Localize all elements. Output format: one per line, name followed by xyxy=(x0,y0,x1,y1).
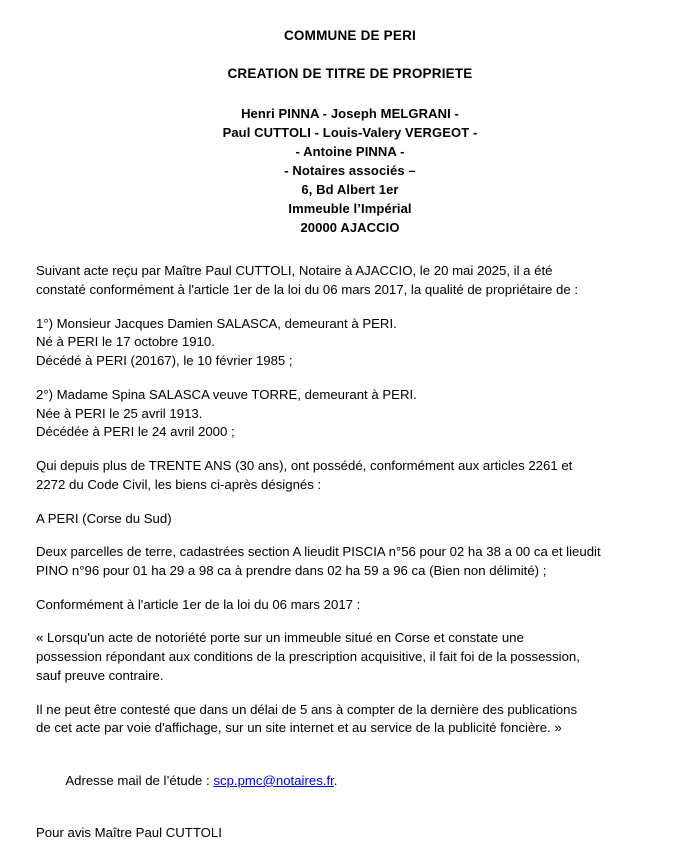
owner-2-identity: 2°) Madame Spina SALASCA veuve TORRE, demeurant à PERI. xyxy=(36,386,417,402)
notary-firm-block xyxy=(0,105,700,238)
legal-quote-second-line-2: de cet acte par voie d'affichage, sur un site internet et au service de la publicité foncière. » xyxy=(36,720,562,736)
firm-partners-line-1: Henri PINNA - Joseph MELGRANI - xyxy=(241,106,459,122)
owner-1-identity: 1°) Monsieur Jacques Damien SALASCA, demeurant à PERI. xyxy=(36,315,397,331)
legal-quote-second-line-1: Il ne peut être contesté que dans un délai de 5 ans à compter de la dernière des publications xyxy=(36,701,578,717)
legal-quote-first-line-2: possession répondant aux conditions de la prescription acquisitive, il fait foi de la possession, xyxy=(36,649,580,665)
email-suffix: . xyxy=(333,772,338,788)
parcels-line-2: PINO n°96 pour 01 ha 29 a 98 ca à prendre dans 02 ha 59 a 96 ca (Bien non délimité) ; xyxy=(36,562,547,578)
signature-text: Pour avis Maître Paul CUTTOLI xyxy=(36,825,222,841)
page-title: COMMUNE DE PERI xyxy=(283,28,416,43)
email-line xyxy=(36,753,668,809)
owner-2-death: Décédée à PERI le 24 avril 2000 ; xyxy=(36,424,235,440)
law-reference-paragraph xyxy=(36,596,668,615)
legal-quote-first xyxy=(36,629,668,685)
firm-address-street: 6, Bd Albert 1er xyxy=(301,182,399,198)
intro-line-2: constaté conformément à l'article 1er de la loi du 06 mars 2017, la qualité de propriétaire de : xyxy=(36,281,579,297)
possession-line-2: 2272 du Code Civil, les biens ci-après désignés : xyxy=(36,476,322,492)
owner-1-birth: Né à PERI le 17 octobre 1910. xyxy=(36,334,215,350)
legal-quote-second xyxy=(36,701,668,738)
owner-entry-1 xyxy=(36,315,668,371)
intro-paragraph xyxy=(36,262,668,299)
email-address-link[interactable]: scp.pmc@notaires.fr xyxy=(213,772,334,788)
firm-partners-line-2: Paul CUTTOLI - Louis-Valery VERGEOT - xyxy=(222,125,478,141)
parcels-line-1: Deux parcelles de terre, cadastrées section A lieudit PISCIA n°56 pour 02 ha 38 a 00 ca et lieudit xyxy=(36,544,601,560)
owner-1-death: Décédé à PERI (20167), le 10 février 1985 ; xyxy=(36,353,293,369)
email-paragraph xyxy=(36,753,668,809)
property-location-text: A PERI (Corse du Sud) xyxy=(36,510,172,526)
law-reference-text: Conformément à l'article 1er de la loi du 06 mars 2017 : xyxy=(36,596,361,612)
legal-quote-first-line-3: sauf preuve contraire. xyxy=(36,667,164,683)
signature-paragraph xyxy=(36,824,668,843)
property-location xyxy=(36,510,668,529)
document-body xyxy=(0,262,700,843)
document-header xyxy=(0,0,700,238)
document-subtitle: CREATION DE TITRE DE PROPRIETE xyxy=(227,66,473,82)
firm-address-building: Immeuble l’Impérial xyxy=(288,201,412,217)
possession-line-1: Qui depuis plus de TRENTE ANS (30 ans), ont possédé, conformément aux articles 2261 et xyxy=(36,458,573,474)
parcels-paragraph xyxy=(36,543,668,580)
firm-status-line: - Notaires associés – xyxy=(284,163,416,179)
owner-2-birth: Née à PERI le 25 avril 1913. xyxy=(36,405,203,421)
email-label: Adresse mail de l’étude : xyxy=(65,772,214,788)
intro-line-1: Suivant acte reçu par Maître Paul CUTTOLI, Notaire à AJACCIO, le 20 mai 2025, il a été xyxy=(36,263,553,279)
legal-quote-first-line-1: « Lorsqu'un acte de notoriété porte sur un immeuble situé en Corse et constate une xyxy=(36,630,524,646)
owner-entry-2 xyxy=(36,386,668,442)
firm-partners-line-3: - Antoine PINNA - xyxy=(295,144,405,160)
possession-paragraph xyxy=(36,457,668,494)
firm-address-city: 20000 AJACCIO xyxy=(300,220,400,236)
